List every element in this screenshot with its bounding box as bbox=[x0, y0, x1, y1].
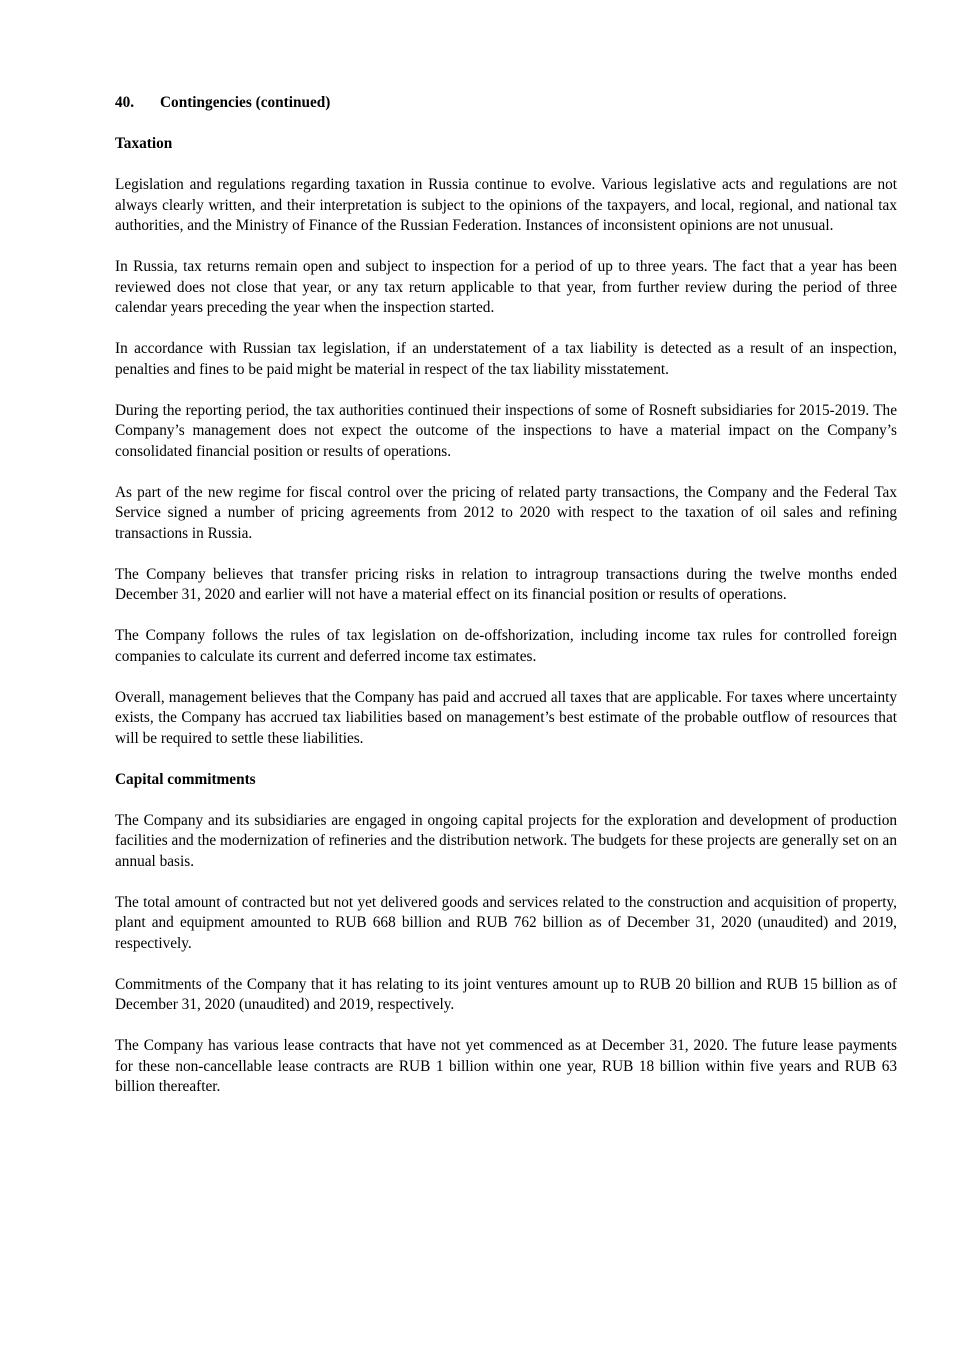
capital-commitments-paragraph: The Company and its subsidiaries are engaged in ongoing capital projects for the exploration and development of production facilities and the modernization of refineries and the distribution network. The budgets for these projects are generally set on an annual basis. bbox=[115, 811, 897, 870]
taxation-paragraph: As part of the new regime for fiscal control over the pricing of related party transactions, the Company and the Federal Tax Service signed a number of pricing agreements from 2012 to 2020 with respect to the taxation of oil sales and refining transactions in Russia. bbox=[115, 483, 897, 542]
taxation-paragraph: The Company believes that transfer pricing risks in relation to intragroup transactions during the twelve months ended December 31, 2020 and earlier will not have a material effect on its financial position or results of operations. bbox=[115, 565, 897, 603]
section-number: 40. bbox=[115, 94, 135, 111]
taxation-paragraph: Legislation and regulations regarding taxation in Russia continue to evolve. Various legislative acts and regulations are not always clearly written, and their interpretation is subject to the opinions of the taxpayers, and local, regional, and national tax authorities, and the Ministry of Finance of the Russian Federation. Instances of inconsistent opinions are not unusual. bbox=[115, 176, 897, 234]
taxation-paragraph: In Russia, tax returns remain open and subject to inspection for a period of up to three years. The fact that a year has been reviewed does not close that year, or any tax return applicable to that year, from further review during the period of three calendar years preceding the year when the inspection started. bbox=[115, 258, 897, 316]
document-page bbox=[115, 93, 897, 1118]
capital-commitments-paragraph: Commitments of the Company that it has relating to its joint ventures amount up to RUB 20 billion and RUB 15 billion as of December 31, 2020 (unaudited) and 2019, respectively. bbox=[115, 975, 897, 1013]
capital-commitments-paragraph: The total amount of contracted but not yet delivered goods and services related to the construction and acquisition of property, plant and equipment amounted to RUB 668 billion and RUB 762 billion as of December 31, 2020 (unaudited) and 2019, respectively. bbox=[115, 893, 897, 952]
taxation-paragraph: The Company follows the rules of tax legislation on de-offshorization, including income tax rules for controlled foreign companies to calculate its current and deferred income tax estimates. bbox=[115, 627, 897, 665]
section-heading bbox=[115, 93, 897, 114]
taxation-paragraph: Overall, management believes that the Company has paid and accrued all taxes that are applicable. For taxes where uncertainty exists, the Company has accrued tax liabilities based on management’s best estimate of the probable outflow of resources that will be required to settle these liabilities. bbox=[115, 688, 897, 747]
section-title: Contingencies (continued) bbox=[160, 94, 331, 111]
taxation-heading: Taxation bbox=[115, 135, 173, 152]
taxation-paragraph: During the reporting period, the tax authorities continued their inspections of some of Rosneft subsidiaries for 2015-2019. The Company’s management does not expect the outcome of the inspections to have a material impact on the Company’s consolidated financial position or results of operations. bbox=[115, 401, 897, 460]
taxation-paragraph: In accordance with Russian tax legislation, if an understatement of a tax liability is detected as a result of an inspection, penalties and fines to be paid might be material in respect of the tax liability misstatement. bbox=[115, 340, 897, 378]
capital-commitments-heading: Capital commitments bbox=[115, 770, 256, 788]
capital-commitments-paragraph: The Company has various lease contracts that have not yet commenced as at December 31, 2020. The future lease payments for these non-cancellable lease contracts are RUB 1 billion within one year, RUB 18 billion within five years and RUB 63 billion thereafter. bbox=[115, 1037, 897, 1095]
